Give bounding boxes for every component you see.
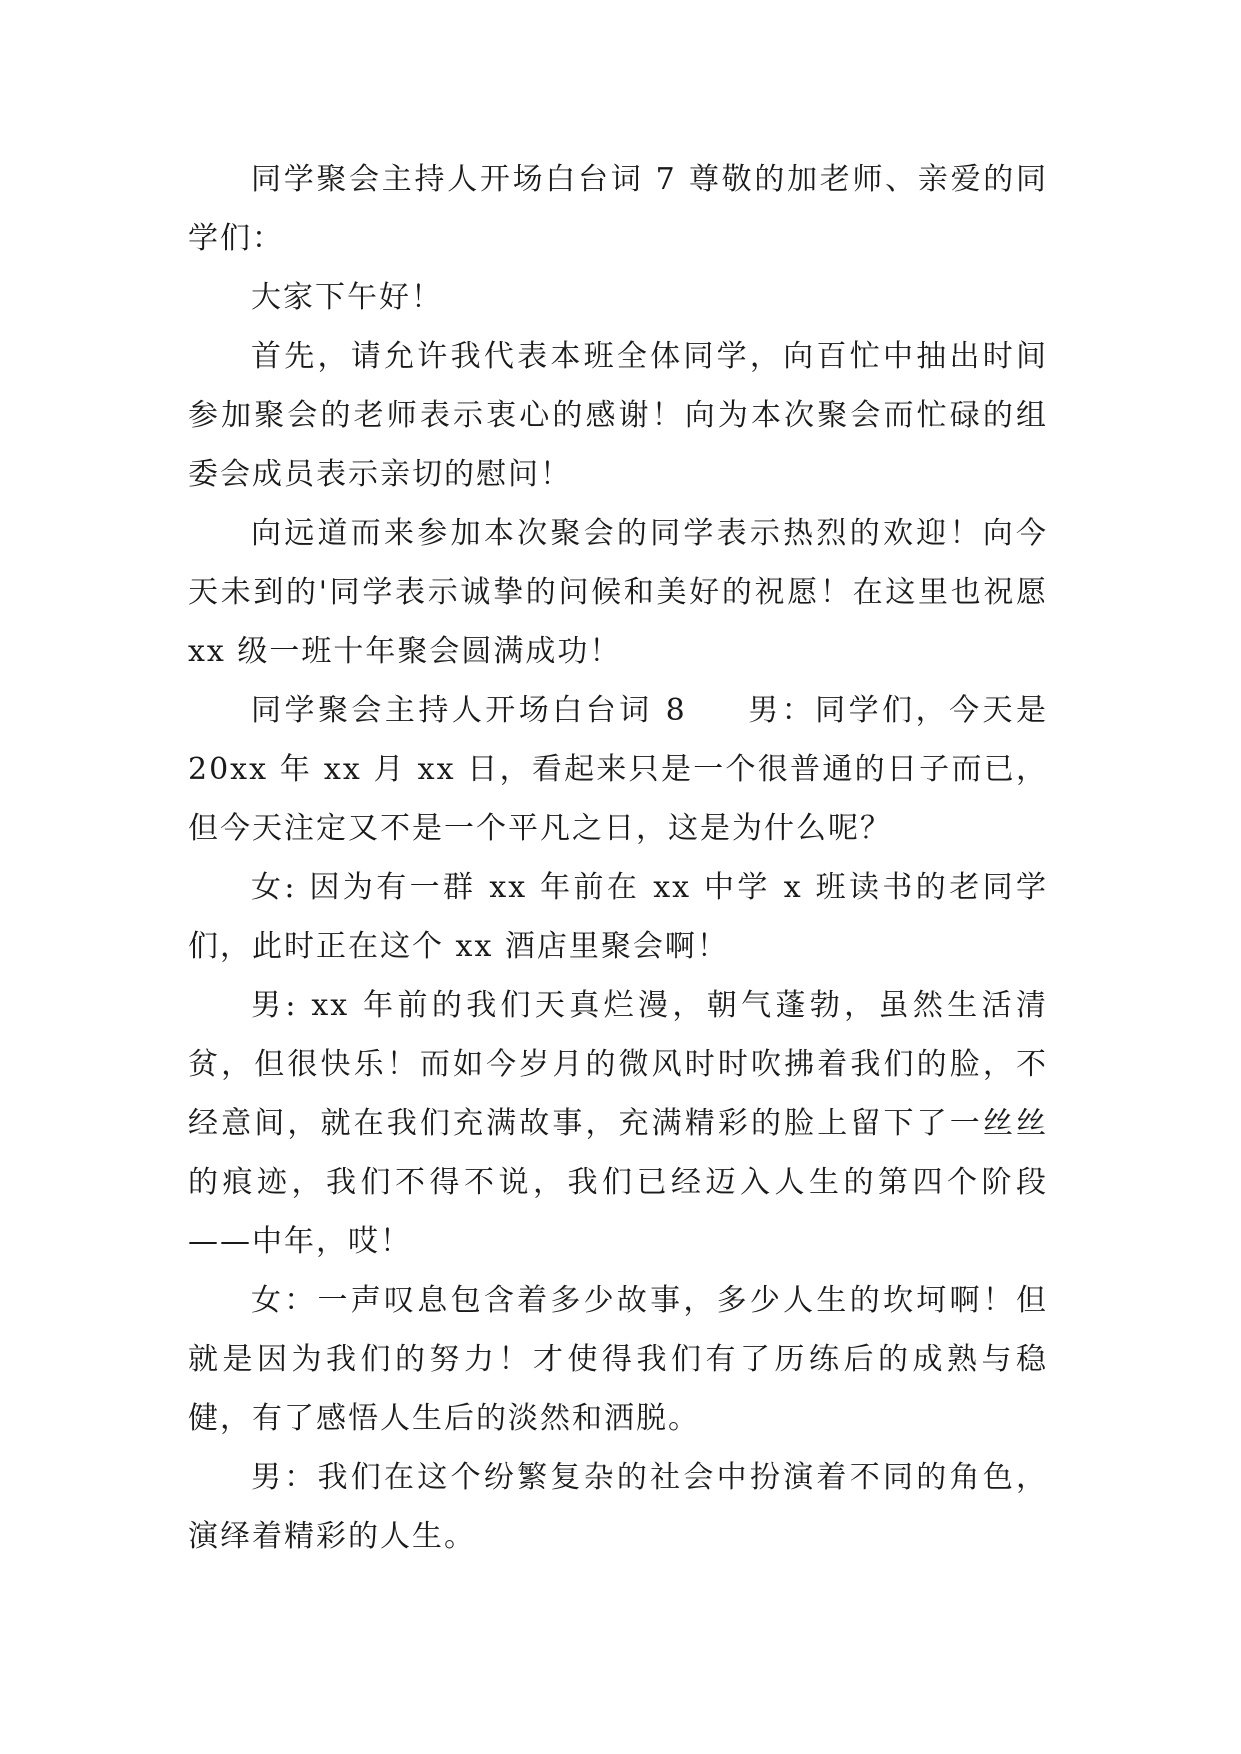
document-body	[188, 150, 1048, 1566]
paragraph-9: 男：我们在这个纷繁复杂的社会中扮演着不同的角色，演绎着精彩的人生。	[188, 1460, 1048, 1554]
paragraph-2: 大家下午好！	[251, 280, 443, 315]
paragraph-5-text: 男：同学们，今天是 20xx 年 xx 月 xx 日，看起来只是一个很普通的日子而已，但今天注定又不是一个平凡之日，这是为什么呢？	[188, 693, 1049, 846]
paragraph-4: 向远道而来参加本次聚会的同学表示热烈的欢迎！向今天未到的'同学表示诚挚的问候和美好的祝愿！在这里也祝愿 xx 级一班十年聚会圆满成功！	[188, 516, 1048, 669]
paragraph-5	[188, 681, 1048, 858]
paragraph-3: 首先，请允许我代表本班全体同学，向百忙中抽出时间参加聚会的老师表示衷心的感谢！向为本次聚会而忙碌的组委会成员表示亲切的慰问！	[188, 339, 1048, 492]
paragraph-7: 男: xx 年前的我们天真烂漫，朝气蓬勃，虽然生活清贫，但很快乐！而如今岁月的微风时时吹拂着我们的脸，不经意间，就在我们充满故事，充满精彩的脸上留下了一丝丝的痕迹，我们不得不说，我们已经迈入人生的第四个阶段——中年，哎！	[188, 988, 1048, 1259]
paragraph-6: 女: 因为有一群 xx 年前在 xx 中学 x 班读书的老同学们，此时正在这个 xx 酒店里聚会啊！	[188, 870, 1048, 964]
paragraph-1: 同学聚会主持人开场白台词 7 尊敬的加老师、亲爱的同学们：	[188, 162, 1048, 256]
paragraph-8: 女：一声叹息包含着多少故事，多少人生的坎坷啊！但就是因为我们的努力！才使得我们有了历练后的成熟与稳健，有了感悟人生后的淡然和洒脱。	[188, 1283, 1048, 1436]
section-title-8: 同学聚会主持人开场白台词 8	[251, 693, 687, 728]
